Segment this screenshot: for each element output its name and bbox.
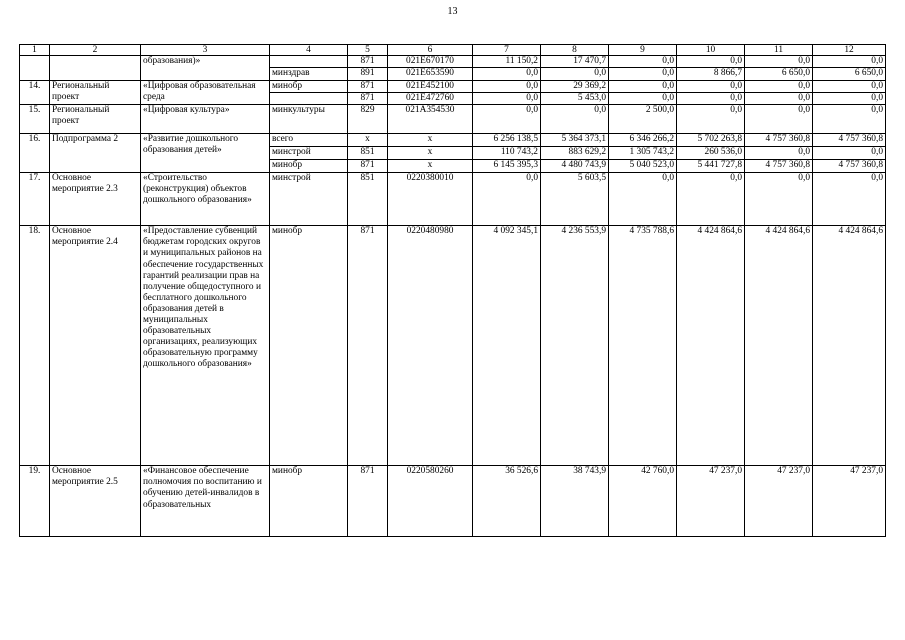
amount-cell: 4 424 864,6 xyxy=(677,226,745,466)
row-number: 18. xyxy=(20,226,50,466)
amount-cell: 47 237,0 xyxy=(813,466,886,537)
amount-cell: 5 453,0 xyxy=(541,93,609,105)
amount-cell: 36 526,6 xyxy=(473,466,541,537)
amount-cell: 0,0 xyxy=(473,68,541,81)
header-cell: 2 xyxy=(50,45,141,56)
row-number: 19. xyxy=(20,466,50,537)
table-row xyxy=(20,134,886,147)
amount-cell: 4 236 553,9 xyxy=(541,226,609,466)
row-number: 14. xyxy=(20,81,50,105)
amount-cell: 4 092 345,1 xyxy=(473,226,541,466)
amount-cell: 6 145 395,3 xyxy=(473,160,541,173)
table-row xyxy=(20,173,886,226)
budget-code: 0220480980 xyxy=(388,226,473,466)
amount-cell: 5 702 263,8 xyxy=(677,134,745,147)
amount-cell: 260 536,0 xyxy=(677,147,745,160)
amount-cell: 6 650,0 xyxy=(745,68,813,81)
row-title: Основное мероприятие 2.4 xyxy=(50,226,141,466)
row-title: Основное мероприятие 2.5 xyxy=(50,466,141,537)
responsible-executor: минздрав xyxy=(270,68,348,81)
amount-cell: 0,0 xyxy=(677,81,745,93)
header-cell: 4 xyxy=(270,45,348,56)
responsible-executor: минстрой xyxy=(270,173,348,226)
responsible-executor: всего xyxy=(270,134,348,147)
amount-cell: 38 743,9 xyxy=(541,466,609,537)
amount-cell: 0,0 xyxy=(541,68,609,81)
amount-cell: 0,0 xyxy=(609,93,677,105)
header-cell: 3 xyxy=(141,45,270,56)
responsible-executor: минобр xyxy=(270,466,348,537)
budget-table xyxy=(19,44,886,537)
budget-code: 021А354530 xyxy=(388,105,473,134)
amount-cell: 5 441 727,8 xyxy=(677,160,745,173)
row-title xyxy=(50,56,141,81)
grbs-code: 871 xyxy=(348,160,388,173)
amount-cell: 6 346 266,2 xyxy=(609,134,677,147)
grbs-code: х xyxy=(348,134,388,147)
grbs-code: 871 xyxy=(348,81,388,93)
grbs-code: 871 xyxy=(348,56,388,68)
amount-cell: 0,0 xyxy=(745,81,813,93)
budget-code: 021E452100 xyxy=(388,81,473,93)
amount-cell: 883 629,2 xyxy=(541,147,609,160)
amount-cell: 0,0 xyxy=(813,93,886,105)
responsible-executor: минобр xyxy=(270,81,348,93)
amount-cell: 47 237,0 xyxy=(745,466,813,537)
amount-cell: 4 480 743,9 xyxy=(541,160,609,173)
amount-cell: 0,0 xyxy=(813,56,886,68)
amount-cell: 0,0 xyxy=(745,105,813,134)
row-description: «Развитие дошкольного образования детей» xyxy=(141,134,270,173)
amount-cell: 17 470,7 xyxy=(541,56,609,68)
responsible-executor: минстрой xyxy=(270,147,348,160)
amount-cell: 0,0 xyxy=(745,173,813,226)
grbs-code: 871 xyxy=(348,466,388,537)
amount-cell: 0,0 xyxy=(813,147,886,160)
amount-cell: 0,0 xyxy=(813,173,886,226)
grbs-code: 871 xyxy=(348,93,388,105)
grbs-code: 829 xyxy=(348,105,388,134)
header-cell: 8 xyxy=(541,45,609,56)
amount-cell: 0,0 xyxy=(677,56,745,68)
row-title: Подпрограмма 2 xyxy=(50,134,141,173)
amount-cell: 6 650,0 xyxy=(813,68,886,81)
row-description: «Цифровая культура» xyxy=(141,105,270,134)
row-description: «Предоставление субвенций бюджетам городских округов и муниципальных районов на обеспечение государственных гарантий реализации прав на получение общедоступного и бесплатного дошкольного образования детей в муниципальных образовательных организациях, реализующих образовательную программу дошкольного образования» xyxy=(141,226,270,466)
header-cell: 9 xyxy=(609,45,677,56)
row-description: «Строительство (реконструкция) объектов дошкольного образования» xyxy=(141,173,270,226)
amount-cell: 0,0 xyxy=(609,81,677,93)
responsible-executor xyxy=(270,56,348,68)
amount-cell: 5 603,5 xyxy=(541,173,609,226)
row-title: Региональный проект xyxy=(50,81,141,105)
amount-cell: 6 256 138,5 xyxy=(473,134,541,147)
budget-code: 021E472760 xyxy=(388,93,473,105)
table-row xyxy=(20,226,886,466)
row-number xyxy=(20,56,50,81)
table-row xyxy=(20,56,886,68)
amount-cell: 2 500,0 xyxy=(609,105,677,134)
table-row xyxy=(20,105,886,134)
amount-cell: 42 760,0 xyxy=(609,466,677,537)
amount-cell: 0,0 xyxy=(473,81,541,93)
amount-cell: 0,0 xyxy=(813,81,886,93)
header-cell: 12 xyxy=(813,45,886,56)
amount-cell: 47 237,0 xyxy=(677,466,745,537)
grbs-code: 871 xyxy=(348,226,388,466)
row-title: Региональный проект xyxy=(50,105,141,134)
amount-cell: 0,0 xyxy=(745,93,813,105)
row-description: образования)» xyxy=(141,56,270,81)
row-description: «Финансовое обеспечение полномочия по воспитанию и обучению детей-инвалидов в образовательных xyxy=(141,466,270,537)
amount-cell: 8 866,7 xyxy=(677,68,745,81)
amount-cell: 0,0 xyxy=(473,93,541,105)
budget-code: 021E670170 xyxy=(388,56,473,68)
amount-cell: 4 757 360,8 xyxy=(745,160,813,173)
table-row xyxy=(20,466,886,537)
amount-cell: 1 305 743,2 xyxy=(609,147,677,160)
budget-code: 021E653590 xyxy=(388,68,473,81)
budget-code: 0220580260 xyxy=(388,466,473,537)
amount-cell: 4 757 360,8 xyxy=(813,134,886,147)
amount-cell: 29 369,2 xyxy=(541,81,609,93)
amount-cell: 0,0 xyxy=(745,147,813,160)
header-cell: 11 xyxy=(745,45,813,56)
amount-cell: 0,0 xyxy=(609,68,677,81)
budget-code: 0220380010 xyxy=(388,173,473,226)
amount-cell: 0,0 xyxy=(609,173,677,226)
amount-cell: 0,0 xyxy=(677,173,745,226)
amount-cell: 0,0 xyxy=(677,105,745,134)
amount-cell: 4 757 360,8 xyxy=(745,134,813,147)
header-row xyxy=(20,45,886,56)
amount-cell: 4 757 360,8 xyxy=(813,160,886,173)
amount-cell: 0,0 xyxy=(473,173,541,226)
page-number: 13 xyxy=(447,6,458,17)
header-cell: 10 xyxy=(677,45,745,56)
amount-cell: 5 040 523,0 xyxy=(609,160,677,173)
budget-code: х xyxy=(388,160,473,173)
table-row xyxy=(20,81,886,93)
responsible-executor xyxy=(270,93,348,105)
header-cell: 1 xyxy=(20,45,50,56)
budget-code: х xyxy=(388,147,473,160)
grbs-code: 851 xyxy=(348,173,388,226)
grbs-code: 891 xyxy=(348,68,388,81)
responsible-executor: минобр xyxy=(270,160,348,173)
amount-cell: 0,0 xyxy=(745,56,813,68)
amount-cell: 4 424 864,6 xyxy=(745,226,813,466)
amount-cell: 0,0 xyxy=(473,105,541,134)
amount-cell: 0,0 xyxy=(677,93,745,105)
amount-cell: 4 424 864,6 xyxy=(813,226,886,466)
amount-cell: 5 364 373,1 xyxy=(541,134,609,147)
amount-cell: 0,0 xyxy=(609,56,677,68)
amount-cell: 0,0 xyxy=(813,105,886,134)
header-cell: 7 xyxy=(473,45,541,56)
responsible-executor: минкультуры xyxy=(270,105,348,134)
row-title: Основное мероприятие 2.3 xyxy=(50,173,141,226)
grbs-code: 851 xyxy=(348,147,388,160)
row-description: «Цифровая образовательная среда xyxy=(141,81,270,105)
amount-cell: 11 150,2 xyxy=(473,56,541,68)
responsible-executor: минобр xyxy=(270,226,348,466)
amount-cell: 0,0 xyxy=(541,105,609,134)
header-cell: 5 xyxy=(348,45,388,56)
header-cell: 6 xyxy=(388,45,473,56)
row-number: 15. xyxy=(20,105,50,134)
amount-cell: 4 735 788,6 xyxy=(609,226,677,466)
amount-cell: 110 743,2 xyxy=(473,147,541,160)
row-number: 17. xyxy=(20,173,50,226)
row-number: 16. xyxy=(20,134,50,173)
budget-code: х xyxy=(388,134,473,147)
